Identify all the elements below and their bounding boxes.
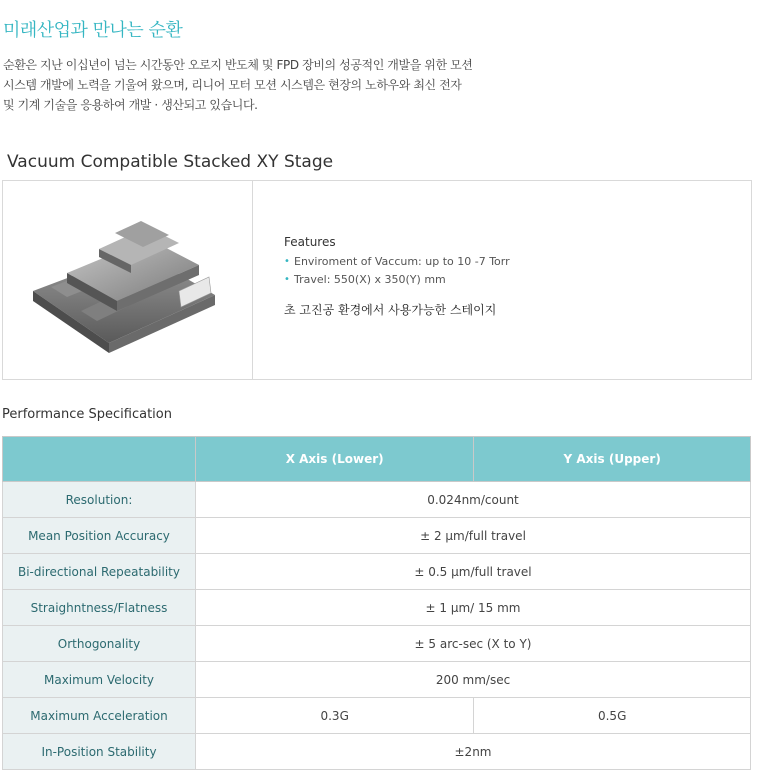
table-row <box>3 482 751 518</box>
spec-label: Resolution: <box>3 482 196 518</box>
spec-title: Performance Specification <box>2 407 172 422</box>
intro-line: 및 기계 기술을 응용하여 개발 · 생산되고 있습니다. <box>3 98 258 112</box>
feature-text: Travel: 550(X) x 350(Y) mm <box>294 273 446 286</box>
features-section <box>284 235 510 318</box>
feature-item <box>284 253 510 271</box>
spec-label: Straighntness/Flatness <box>3 590 196 626</box>
feature-text: Enviroment of Vaccum: up to 10 -7 Torr <box>294 255 510 268</box>
page-headline: 미래산업과 만나는 순환 <box>3 20 183 41</box>
spec-header-y: Y Axis (Upper) <box>474 437 751 482</box>
spec-header-row <box>3 437 751 482</box>
intro-line: 시스템 개발에 노력을 기울여 왔으며, 리니어 모터 모션 시스템은 현장의 노하우와 최신 전자 <box>3 78 462 92</box>
spec-table <box>2 436 751 770</box>
spec-value: ±2nm <box>196 734 751 770</box>
feature-item <box>284 271 510 289</box>
spec-header-blank <box>3 437 196 482</box>
spec-value: ± 2 μm/full travel <box>196 518 751 554</box>
bullet-icon: • <box>284 274 290 285</box>
intro-line: 순환은 지난 이십년이 넘는 시간동안 오로지 반도체 및 FPD 장비의 성공적인 개발을 위한 모션 <box>3 58 473 72</box>
xy-stage-illustration <box>29 203 225 355</box>
product-title: Vacuum Compatible Stacked XY Stage <box>7 152 334 172</box>
product-korean-description: 초 고진공 환경에서 사용가능한 스테이지 <box>284 303 497 317</box>
intro-paragraph <box>3 55 523 115</box>
spec-value: 0.024nm/count <box>196 482 751 518</box>
spec-label: Bi-directional Repeatability <box>3 554 196 590</box>
features-title: Features <box>284 235 336 249</box>
table-row <box>3 626 751 662</box>
table-row <box>3 698 751 734</box>
spec-value: ± 1 μm/ 15 mm <box>196 590 751 626</box>
product-box <box>2 180 752 380</box>
spec-header-x: X Axis (Lower) <box>196 437 474 482</box>
table-row <box>3 590 751 626</box>
spec-value-x: 0.3G <box>196 698 474 734</box>
spec-label: Maximum Velocity <box>3 662 196 698</box>
spec-label: Mean Position Accuracy <box>3 518 196 554</box>
spec-label: In-Position Stability <box>3 734 196 770</box>
spec-label: Maximum Acceleration <box>3 698 196 734</box>
spec-value-y: 0.5G <box>474 698 751 734</box>
spec-label: Orthogonality <box>3 626 196 662</box>
spec-value: ± 0.5 μm/full travel <box>196 554 751 590</box>
spec-value: 200 mm/sec <box>196 662 751 698</box>
table-row <box>3 518 751 554</box>
product-image <box>3 181 253 379</box>
table-row <box>3 734 751 770</box>
spec-value: ± 5 arc-sec (X to Y) <box>196 626 751 662</box>
table-row <box>3 662 751 698</box>
bullet-icon: • <box>284 256 290 267</box>
table-row <box>3 554 751 590</box>
